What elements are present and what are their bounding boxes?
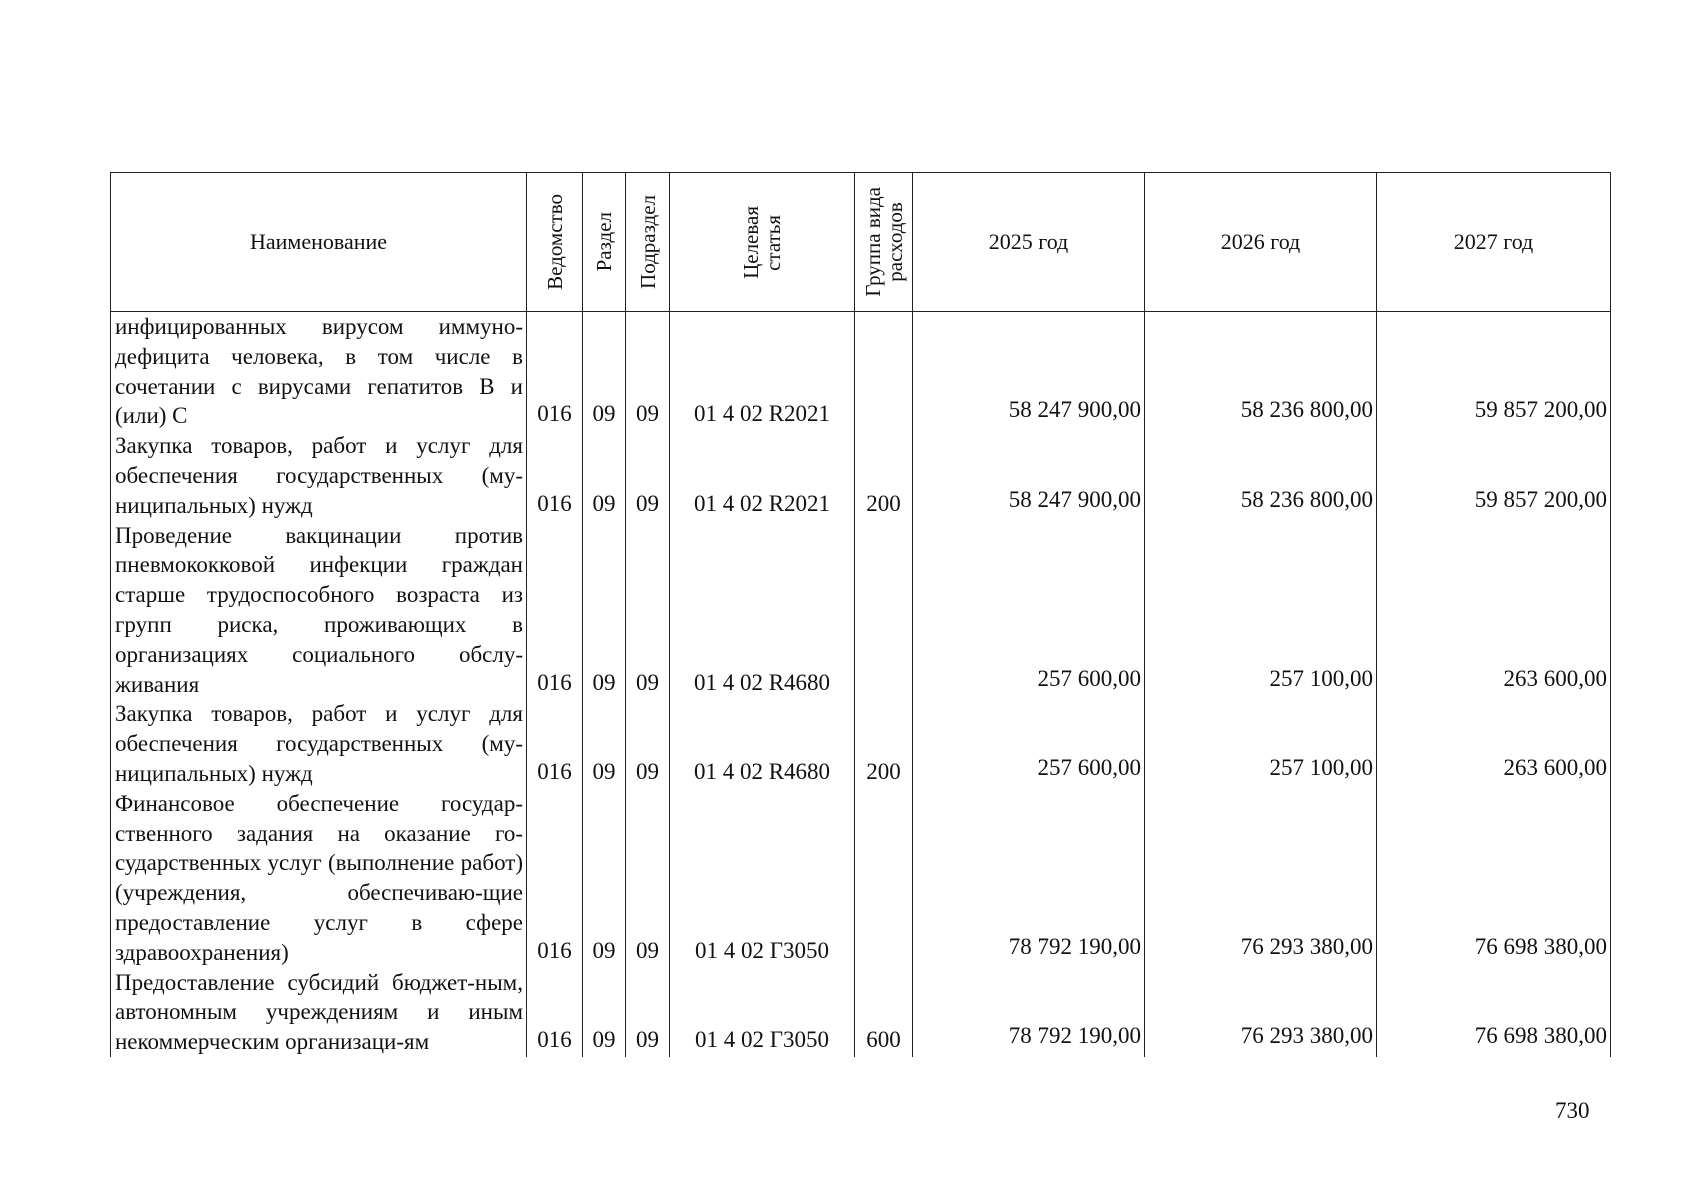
row-subsection: 09 — [626, 312, 670, 432]
row-amount-2026: 257 100,00 — [1145, 521, 1377, 700]
header-department: Ведомство — [527, 173, 583, 312]
header-year-2025: 2025 год — [913, 173, 1145, 312]
row-department: 016 — [527, 699, 583, 788]
header-year-2027: 2027 год — [1377, 173, 1611, 312]
table-row — [111, 312, 1611, 432]
row-amount-2025: 78 792 190,00 — [913, 968, 1145, 1057]
row-amount-2027: 263 600,00 — [1377, 699, 1611, 788]
table-row — [111, 699, 1611, 788]
row-amount-2027: 59 857 200,00 — [1377, 431, 1611, 520]
row-name: Предоставление субсидий бюджет-ным, автономным учреждениям и иным некоммерческим организаци-ям — [111, 968, 527, 1057]
row-department: 016 — [527, 968, 583, 1057]
row-subsection: 09 — [626, 699, 670, 788]
row-name: Закупка товаров, работ и услуг для обеспечения государственных (му-ниципальных) нужд — [111, 699, 527, 788]
row-amount-2027: 263 600,00 — [1377, 521, 1611, 700]
row-subsection: 09 — [626, 431, 670, 520]
row-section: 09 — [583, 789, 626, 968]
row-amount-2026: 58 236 800,00 — [1145, 431, 1377, 520]
row-amount-2025: 257 600,00 — [913, 521, 1145, 700]
row-amount-2026: 76 293 380,00 — [1145, 789, 1377, 968]
row-section: 09 — [583, 968, 626, 1057]
row-name: Финансовое обеспечение государ-ственного задания на оказание го-сударственных услуг (выполнение работ) (учреждения, обеспечиваю-щие предоставление услуг в сфере здравоохранения) — [111, 789, 527, 968]
row-expense-group — [855, 312, 913, 432]
header-year-2026: 2026 год — [1145, 173, 1377, 312]
row-target-article: 01 4 02 R4680 — [670, 699, 855, 788]
row-amount-2025: 58 247 900,00 — [913, 431, 1145, 520]
row-expense-group — [855, 521, 913, 700]
table-row — [111, 431, 1611, 520]
budget-table-container — [110, 172, 1610, 1057]
table-header-row — [111, 173, 1611, 312]
table-row — [111, 789, 1611, 968]
header-name: Наименование — [111, 173, 527, 312]
row-expense-group: 200 — [855, 431, 913, 520]
row-name: инфицированных вирусом иммуно-дефицита человека, в том числе в сочетании с вирусами гепатитов В и (или) С — [111, 312, 527, 432]
header-target-article: Целевая статья — [670, 173, 855, 312]
row-amount-2025: 58 247 900,00 — [913, 312, 1145, 432]
row-amount-2027: 59 857 200,00 — [1377, 312, 1611, 432]
row-target-article: 01 4 02 R4680 — [670, 521, 855, 700]
row-amount-2025: 78 792 190,00 — [913, 789, 1145, 968]
row-expense-group — [855, 789, 913, 968]
row-name: Проведение вакцинации против пневмококковой инфекции граждан старше трудоспособного возраста из групп риска, проживающих в организациях социального обслу-живания — [111, 521, 527, 700]
row-department: 016 — [527, 521, 583, 700]
row-section: 09 — [583, 431, 626, 520]
row-department: 016 — [527, 431, 583, 520]
row-target-article: 01 4 02 R2021 — [670, 431, 855, 520]
budget-table — [110, 172, 1611, 1057]
row-amount-2025: 257 600,00 — [913, 699, 1145, 788]
row-amount-2026: 76 293 380,00 — [1145, 968, 1377, 1057]
row-subsection: 09 — [626, 968, 670, 1057]
row-amount-2026: 257 100,00 — [1145, 699, 1377, 788]
row-subsection: 09 — [626, 789, 670, 968]
row-expense-group: 200 — [855, 699, 913, 788]
row-target-article: 01 4 02 R2021 — [670, 312, 855, 432]
row-name: Закупка товаров, работ и услуг для обеспечения государственных (му-ниципальных) нужд — [111, 431, 527, 520]
row-target-article: 01 4 02 Г3050 — [670, 968, 855, 1057]
row-amount-2026: 58 236 800,00 — [1145, 312, 1377, 432]
row-subsection: 09 — [626, 521, 670, 700]
row-target-article: 01 4 02 Г3050 — [670, 789, 855, 968]
row-department: 016 — [527, 312, 583, 432]
header-expense-group: Группа вида расходов — [855, 173, 913, 312]
row-amount-2027: 76 698 380,00 — [1377, 789, 1611, 968]
header-section: Раздел — [583, 173, 626, 312]
row-section: 09 — [583, 699, 626, 788]
table-row — [111, 521, 1611, 700]
row-section: 09 — [583, 521, 626, 700]
row-amount-2027: 76 698 380,00 — [1377, 968, 1611, 1057]
header-subsection: Подраздел — [626, 173, 670, 312]
page-number: 730 — [1555, 1098, 1590, 1123]
row-department: 016 — [527, 789, 583, 968]
row-section: 09 — [583, 312, 626, 432]
table-row — [111, 968, 1611, 1057]
row-expense-group: 600 — [855, 968, 913, 1057]
